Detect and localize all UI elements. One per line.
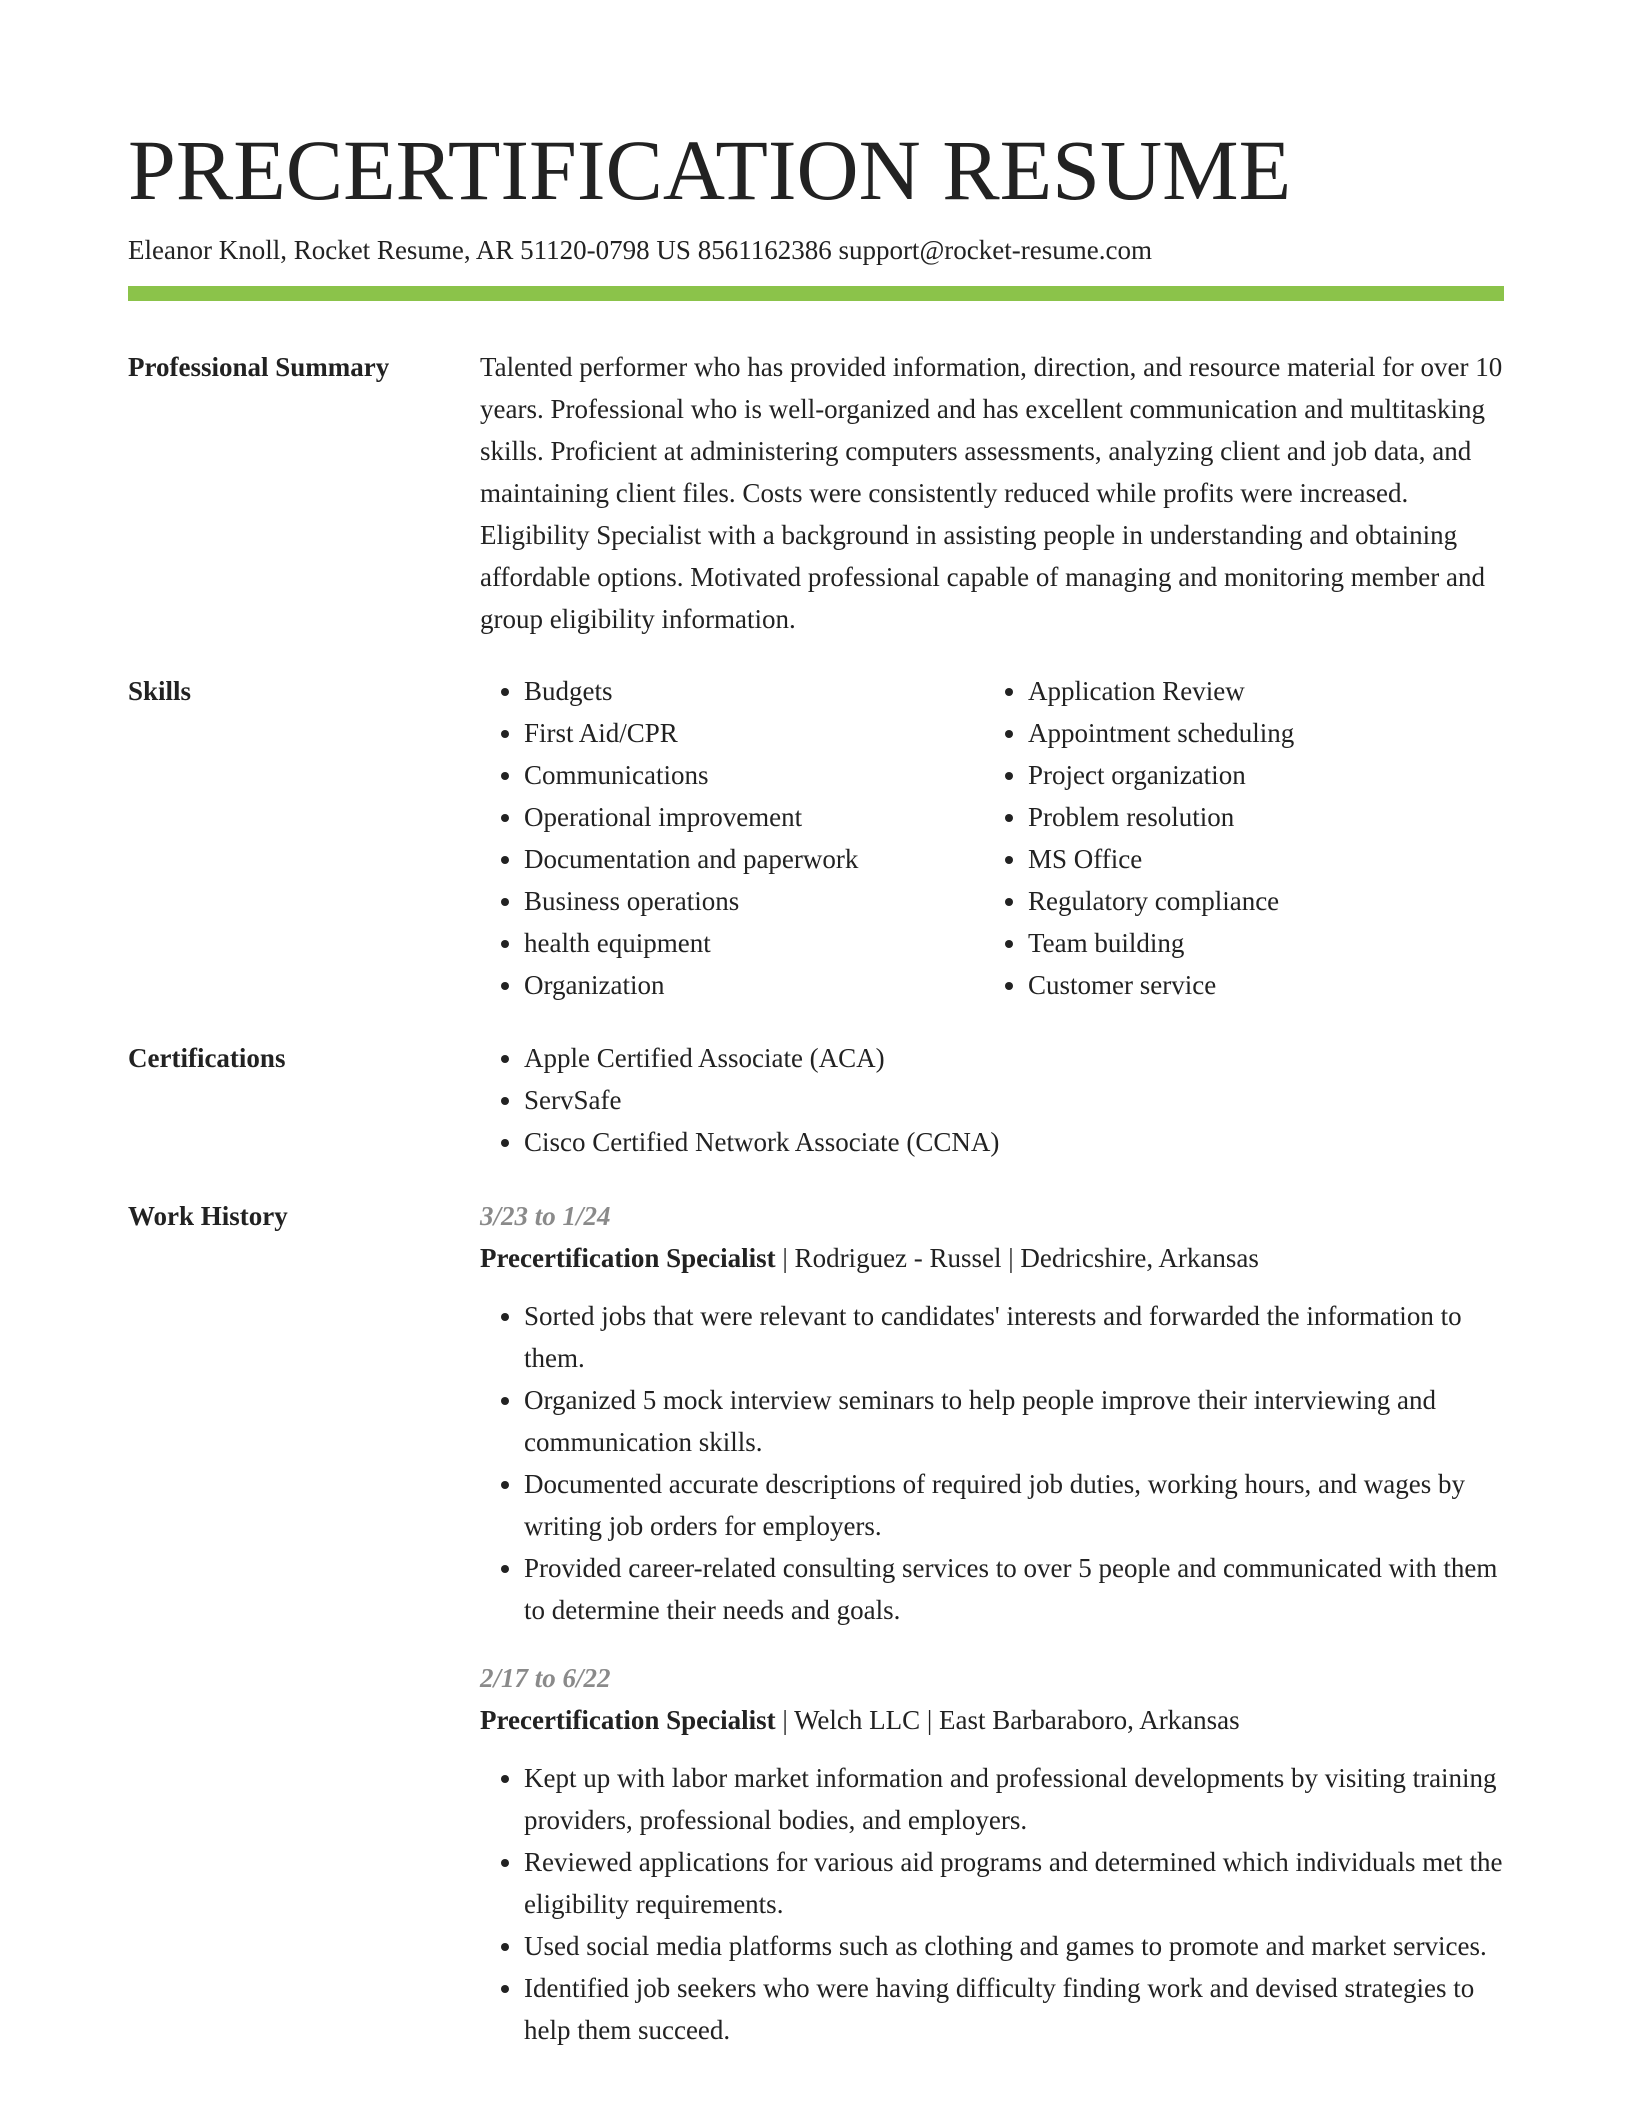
skill-item: • Application Review bbox=[1028, 670, 1488, 712]
skill-item: • Problem resolution bbox=[1028, 796, 1488, 838]
job-bullet: • Sorted jobs that were relevant to candidates' interests and forwarded the information to them. bbox=[524, 1295, 1504, 1379]
job-entry bbox=[480, 1657, 1504, 2051]
job-entry bbox=[480, 1195, 1504, 1631]
work-history-label: Work History bbox=[128, 1201, 288, 1231]
contact-line: Eleanor Knoll, Rocket Resume, AR 51120-0798 US 8561162386 support@rocket-resume.com bbox=[128, 235, 1152, 265]
job-bullet: • Provided career-related consulting services to over 5 people and communicated with them to determine their needs and goals. bbox=[524, 1547, 1504, 1631]
header-divider bbox=[128, 286, 1504, 301]
job-bullet: • Identified job seekers who were having difficulty finding work and devised strategies to help them succeed. bbox=[524, 1967, 1504, 2051]
summary-label: Professional Summary bbox=[128, 352, 390, 382]
skill-item: • Budgets bbox=[524, 670, 984, 712]
skills-list-right bbox=[984, 670, 1488, 1006]
job-bullet: • Organized 5 mock interview seminars to help people improve their interviewing and communication skills. bbox=[524, 1379, 1504, 1463]
job-bullet: • Reviewed applications for various aid programs and determined which individuals met the eligibility requirements. bbox=[524, 1841, 1504, 1925]
skills-label: Skills bbox=[128, 676, 192, 706]
job-bullets bbox=[480, 1295, 1504, 1631]
resume-title: PRECERTIFICATION RESUME bbox=[128, 122, 1292, 218]
skill-item: • Team building bbox=[1028, 922, 1488, 964]
job-title: Precertification Specialist bbox=[480, 1243, 776, 1273]
skill-item: • MS Office bbox=[1028, 838, 1488, 880]
certifications-list bbox=[480, 1037, 1504, 1163]
skill-item: • health equipment bbox=[524, 922, 984, 964]
skill-item: • Operational improvement bbox=[524, 796, 984, 838]
certifications-body bbox=[480, 1037, 1504, 1163]
certification-item: • Cisco Certified Network Associate (CCNA) bbox=[524, 1121, 1504, 1163]
job-dates: 2/17 to 6/22 bbox=[480, 1663, 611, 1693]
job-company-location: | Welch LLC | East Barbaraboro, Arkansas bbox=[775, 1705, 1240, 1735]
job-company-location: | Rodriguez - Russel | Dedricshire, Arkansas bbox=[775, 1243, 1259, 1273]
skill-item: • Customer service bbox=[1028, 964, 1488, 1006]
job-bullets bbox=[480, 1757, 1504, 2051]
job-bullet: • Used social media platforms such as clothing and games to promote and market services. bbox=[524, 1925, 1504, 1967]
skill-item: • Business operations bbox=[524, 880, 984, 922]
job-title: Precertification Specialist bbox=[480, 1705, 776, 1735]
skill-item: • Project organization bbox=[1028, 754, 1488, 796]
summary-text: Talented performer who has provided information, direction, and resource material for over 10 years. Professional who is well-organized and has excellent communication and multitasking skills. Proficient at administering computers assessments, analyzing client and job data, and maintaining client files. Costs were consistently reduced while profits were increased. Eligibility Specialist with a background in assisting people in understanding and obtaining affordable options. Motivated professional capable of managing and monitoring member and group eligibility information. bbox=[480, 352, 1503, 634]
skill-item: • First Aid/CPR bbox=[524, 712, 984, 754]
work-history-body bbox=[480, 1195, 1504, 2051]
skill-item: • Organization bbox=[524, 964, 984, 1006]
skill-item: • Communications bbox=[524, 754, 984, 796]
skill-item: • Appointment scheduling bbox=[1028, 712, 1488, 754]
job-dates: 3/23 to 1/24 bbox=[480, 1201, 611, 1231]
certification-item: • ServSafe bbox=[524, 1079, 1504, 1121]
skills-body bbox=[480, 670, 1504, 1006]
summary-body bbox=[480, 346, 1504, 640]
job-bullet: • Documented accurate descriptions of required job duties, working hours, and wages by writing job orders for employers. bbox=[524, 1463, 1504, 1547]
job-bullet: • Kept up with labor market information and professional developments by visiting training providers, professional bodies, and employers. bbox=[524, 1757, 1504, 1841]
job-heading bbox=[480, 1699, 1504, 1741]
skill-item: • Documentation and paperwork bbox=[524, 838, 984, 880]
job-heading bbox=[480, 1237, 1504, 1279]
certification-item: • Apple Certified Associate (ACA) bbox=[524, 1037, 1504, 1079]
skills-list-left bbox=[480, 670, 984, 1006]
skill-item: • Regulatory compliance bbox=[1028, 880, 1488, 922]
certifications-label: Certifications bbox=[128, 1043, 286, 1073]
